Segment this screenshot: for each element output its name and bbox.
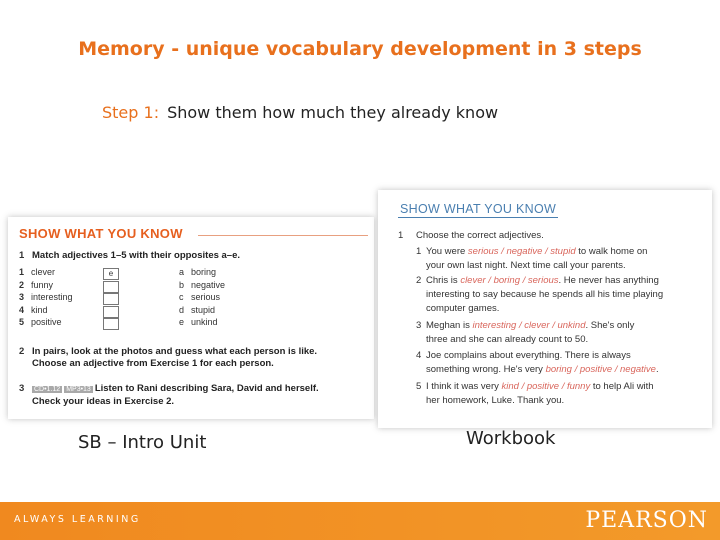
row-opposite: negative: [191, 279, 226, 290]
step-text: Show them how much they already know: [167, 103, 499, 122]
wb-item-line: Joe complains about everything. There is always: [426, 350, 631, 361]
wb-item-number: 1: [416, 246, 422, 257]
sb-match-row: [19, 280, 319, 293]
row-number: 1: [19, 267, 25, 277]
step-label: Step 1:: [102, 103, 160, 122]
wb-heading: SHOW WHAT YOU KNOW: [400, 202, 557, 216]
answer-box: e: [103, 268, 119, 280]
wb-item-number: 2: [416, 275, 422, 286]
sb-match-row: [19, 317, 319, 330]
wb-item-line: something wrong. He's very boring / positive / negative.: [426, 364, 659, 375]
sb-match-row: [19, 305, 319, 318]
cd-track-tag: CD•1.12: [34, 386, 61, 393]
answer-box: [103, 281, 119, 293]
wb-item-line: three and she can already count to 50.: [426, 334, 589, 345]
wb-item-number: 5: [416, 381, 422, 392]
row-number: 5: [19, 317, 25, 327]
wb-item-line: Chris is clever / boring / serious. He never has anything: [426, 275, 659, 286]
row-opposite: serious: [191, 292, 221, 302]
slide-subtitle: [102, 103, 498, 122]
row-word: clever: [31, 267, 56, 277]
wb-exercise-image: [378, 190, 712, 428]
sb-q3-number: 3: [19, 383, 25, 394]
row-number: 3: [19, 292, 25, 302]
wb-item-line: your own last night. Next time call your parents.: [426, 260, 626, 271]
wb-q-text: Choose the correct adjectives.: [416, 230, 544, 241]
pearson-logo: PEARSON: [585, 508, 708, 533]
row-letter: d: [179, 304, 185, 315]
row-letter: e: [179, 317, 185, 327]
wb-item-line: I think it was very kind / positive / funny to help Ali with: [426, 381, 654, 392]
sb-match-row: [19, 267, 319, 280]
row-word: positive: [31, 317, 62, 327]
sb-q1-number: 1: [19, 250, 25, 261]
row-word: funny: [31, 279, 54, 290]
row-letter: c: [179, 292, 184, 302]
answer-box: [103, 306, 119, 318]
wb-item-line: computer games.: [426, 303, 500, 314]
sb-match-row: [19, 292, 319, 305]
row-letter: a: [179, 267, 185, 277]
wb-item-number: 3: [416, 320, 422, 331]
sb-heading-rule: [198, 235, 368, 236]
row-opposite: boring: [191, 267, 217, 277]
footer-slogan: ALWAYS LEARNING: [14, 514, 141, 525]
answer-box: [103, 293, 119, 305]
sb-q2-line1: In pairs, look at the photos and guess what each person is like.: [32, 346, 318, 357]
row-number: 4: [19, 304, 25, 315]
wb-item-line: Meghan is interesting / clever / unkind. She's only: [426, 320, 635, 331]
row-opposite: stupid: [191, 304, 216, 315]
answer-box: [103, 318, 119, 330]
wb-item-line: her homework, Luke. Thank you.: [426, 395, 565, 406]
row-number: 2: [19, 279, 25, 290]
sb-q3-line2: Check your ideas in Exercise 2.: [32, 396, 175, 407]
sb-caption: SB – Intro Unit: [78, 432, 207, 453]
row-word: kind: [31, 304, 48, 315]
row-letter: b: [179, 279, 185, 290]
row-opposite: unkind: [191, 317, 218, 327]
sb-q1-text: Match adjectives 1–5 with their opposites a–e.: [32, 250, 241, 261]
wb-item-number: 4: [416, 350, 422, 361]
wb-caption: Workbook: [466, 428, 556, 449]
wb-q-number: 1: [398, 230, 404, 241]
sb-q3-line1: CD•1.12 MP3•13 Listen to Rani describing Sara, David and herself.: [34, 383, 319, 394]
slide-title: Memory - unique vocabulary development in 3 steps: [78, 38, 642, 60]
sb-match-list: [19, 267, 319, 330]
wb-item-line: interesting to say because he spends all his time playing: [426, 289, 664, 300]
sb-q2-number: 2: [19, 346, 25, 357]
sb-exercise-image: [8, 217, 374, 419]
wb-item-line: You were serious / negative / stupid to walk home on: [426, 246, 648, 257]
mp3-track-tag: MP3•13: [66, 386, 91, 393]
sb-q2-line2: Choose an adjective from Exercise 1 for each person.: [32, 358, 274, 369]
sb-heading: SHOW WHAT YOU KNOW: [19, 226, 183, 241]
row-word: interesting: [31, 292, 73, 302]
